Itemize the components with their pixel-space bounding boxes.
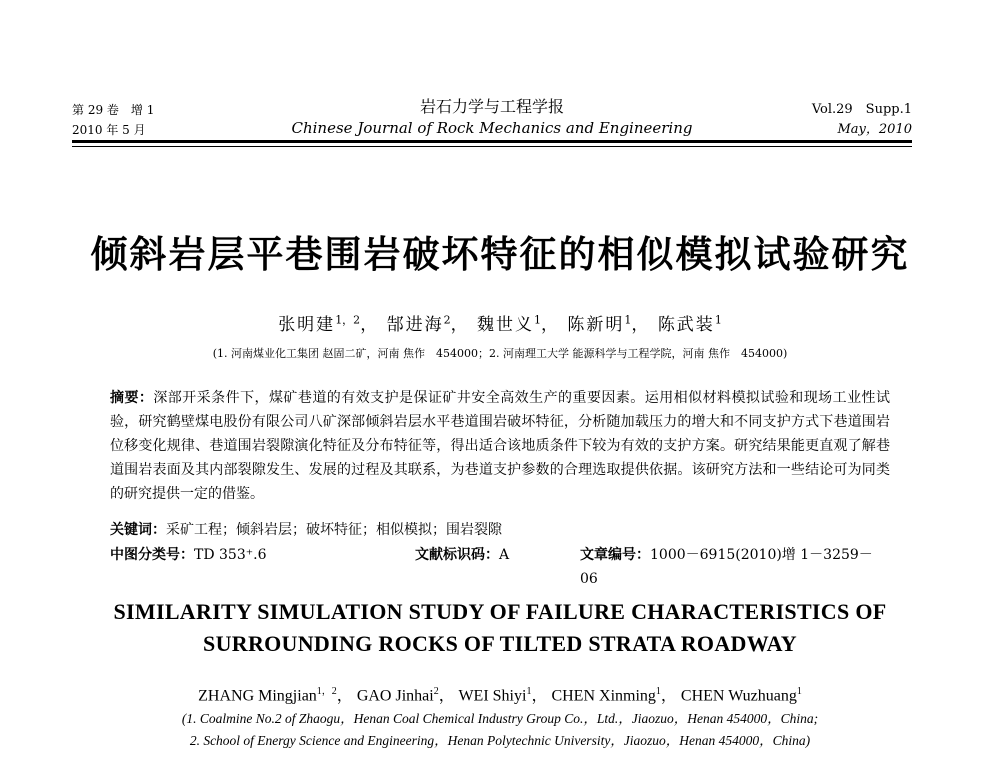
keywords-cn [110, 518, 502, 542]
article-number: 文章编号：1000－6915(2010)增 1－3259－06 [580, 547, 873, 587]
author-affil-sup: 2 [433, 686, 439, 697]
author-cn: 陈武装 [657, 315, 715, 335]
abstract-label: 摘要： [110, 390, 154, 406]
abstract-cn [110, 386, 890, 506]
paper-title-en [50, 596, 950, 660]
author-cn: 张明建 [278, 315, 336, 335]
author-en: ZHANG Mingjian [198, 687, 317, 705]
author-affil-sup: 1 [534, 313, 541, 327]
author-affil-sup: 1 [796, 686, 802, 697]
author-en: GAO Jinhai [356, 687, 434, 705]
author-en: WEI Shiyi [458, 687, 527, 705]
header-center [72, 96, 912, 138]
clc-number: 中图分类号：TD 353⁺.6 [110, 547, 267, 563]
author-cn: 陈新明 [567, 315, 625, 335]
author-affil-sup: 1，2 [316, 686, 337, 697]
journal-name-en: Chinese Journal of Rock Mechanics and Engineering [291, 119, 693, 137]
affiliation-en-line: 2. School of Energy Science and Engineering，Henan Polytechnic University，Jiaozuo，Henan 454000，China) [189, 733, 811, 748]
volume-cn: 第 29 卷 增 1 [72, 103, 155, 117]
date-en: May，2010 [837, 122, 912, 137]
title-en-line: SIMILARITY SIMULATION STUDY OF FAILURE CHARACTERISTICS OF [113, 599, 887, 624]
affiliation-en-line: (1. Coalmine No.2 of Zhaogu，Henan Coal Chemical Industry Group Co.，Ltd.，Jiaozuo，Henan 454000，China; [181, 711, 819, 726]
keywords-label: 关键词： [110, 522, 166, 538]
classification-row [110, 543, 890, 587]
affiliation-cn: (1. 河南煤业化工集团 赵固二矿，河南 焦作 454000；2. 河南理工大学 能源科学与工程学院，河南 焦作 454000) [212, 347, 788, 360]
author-affil-sup: 1 [655, 686, 661, 697]
header-rule-thick [72, 140, 912, 143]
running-header [72, 96, 912, 140]
paper-title-cn: 倾斜岩层平巷围岩破坏特征的相似模拟试验研究 [90, 233, 910, 276]
author-affil-sup: 1，2 [335, 313, 361, 327]
author-list-cn: 张明建$^{1,2}$， 郜进海$^2$， 魏世义$^1$， 陈新明$^1$， 陈武装$^1$ [278, 313, 722, 335]
author-en: CHEN Xinming [551, 687, 656, 705]
volume-en: Vol.29 Supp.1 [811, 102, 912, 117]
keywords-text: 采矿工程；倾斜岩层；破坏特征；相似模拟；围岩裂隙 [166, 522, 502, 538]
author-affil-sup: 1 [526, 686, 532, 697]
author-list-en: ZHANG Mingjian$^{1,2}$， GAO Jinhai$^2$， WEI Shiyi$^1$， CHEN Xinming$^1$， CHEN Wuzhuang$^1$ [198, 686, 802, 705]
author-affil-sup: 2 [443, 313, 451, 327]
document-code: 文献标识码：A [415, 547, 510, 563]
date-cn: 2010 年 5 月 [72, 123, 146, 137]
author-cn: 郜进海 [386, 315, 444, 335]
author-cn: 魏世义 [477, 315, 534, 335]
author-affil-sup: 1 [714, 313, 722, 327]
header-rule-thin [72, 146, 912, 147]
author-en: CHEN Wuzhuang [680, 687, 797, 705]
journal-name-cn: 岩石力学与工程学报 [419, 97, 564, 116]
affiliation-en [40, 708, 960, 752]
abstract-text: 深部开采条件下，煤矿巷道的有效支护是保证矿井安全高效生产的重要因素。运用相似材料模拟试验和现场工业性试验，研究鹤壁煤电股份有限公司八矿深部倾斜岩层水平巷道围岩破坏特征，分析随加载压力的增大和不同支护方式下巷道围岩位移变化规律、巷道围岩裂隙演化特征及分布特征等，得出适合该地质条件下较为有效的支护方案。研究结果能更直观了解巷道围岩表面及其内部裂隙发生、发展的过程及其联系，为巷道支护参数的合理选取提供依据。该研究方法和一些结论可为同类的研究提供一定的借鉴。 [110, 390, 890, 502]
author-affil-sup: 1 [624, 313, 632, 327]
header-right [812, 100, 912, 140]
title-en-line: SURROUNDING ROCKS OF TILTED STRATA ROADWAY [203, 631, 797, 656]
